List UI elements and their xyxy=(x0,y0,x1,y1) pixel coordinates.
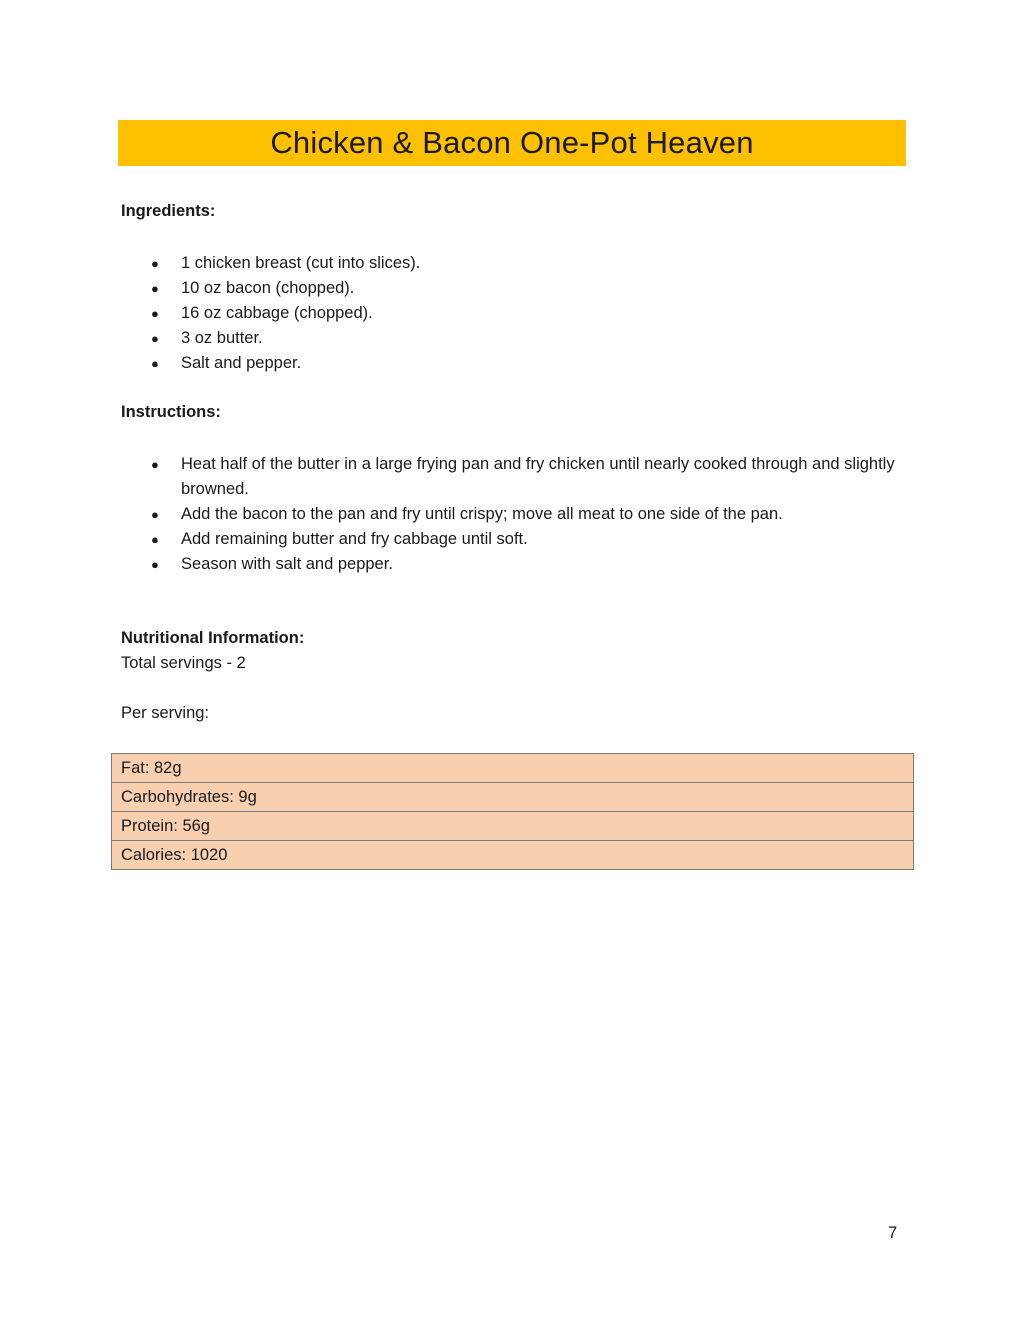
nutrition-calories: Calories: 1020 xyxy=(112,841,914,870)
table-row xyxy=(112,812,914,841)
table-row xyxy=(112,754,914,783)
recipe-title: Chicken & Bacon One-Pot Heaven xyxy=(270,125,754,160)
page-number: 7 xyxy=(888,1224,898,1242)
list-item: ● Salt and pepper. xyxy=(121,351,911,376)
bullet-icon: ● xyxy=(151,256,159,271)
bullet-icon: ● xyxy=(151,457,159,472)
list-item: ● 1 chicken breast (cut into slices). xyxy=(121,251,911,276)
per-serving-label: Per serving: xyxy=(121,704,210,722)
total-servings: Total servings - 2 xyxy=(121,654,246,672)
nutrition-table xyxy=(111,753,914,870)
nutrition-fat: Fat: 82g xyxy=(112,754,914,783)
table-row xyxy=(112,841,914,870)
list-item: ● Heat half of the butter in a large frying pan and fry chicken until nearly cooked through and slightly browned. xyxy=(121,452,911,502)
list-item: ● 16 oz cabbage (chopped). xyxy=(121,301,911,326)
bullet-icon: ● xyxy=(151,532,159,547)
bullet-icon: ● xyxy=(151,281,159,296)
instructions-heading: Instructions: xyxy=(121,403,221,421)
bullet-icon: ● xyxy=(151,306,159,321)
list-item: ● Add the bacon to the pan and fry until crispy; move all meat to one side of the pan. xyxy=(121,502,911,527)
list-item: ● 3 oz butter. xyxy=(121,326,911,351)
bullet-icon: ● xyxy=(151,557,159,572)
table-row xyxy=(112,783,914,812)
instructions-list xyxy=(121,452,911,577)
bullet-icon: ● xyxy=(151,507,159,522)
ingredients-heading: Ingredients: xyxy=(121,202,216,220)
nutrition-carbohydrates: Carbohydrates: 9g xyxy=(112,783,914,812)
list-item: ● 10 oz bacon (chopped). xyxy=(121,276,911,301)
list-item: ● Add remaining butter and fry cabbage until soft. xyxy=(121,527,911,552)
list-item: ● Season with salt and pepper. xyxy=(121,552,911,577)
recipe-title-banner xyxy=(118,120,906,166)
nutrition-heading: Nutritional Information: xyxy=(121,629,305,647)
bullet-icon: ● xyxy=(151,331,159,346)
ingredients-list xyxy=(121,251,911,376)
bullet-icon: ● xyxy=(151,356,159,371)
nutrition-protein: Protein: 56g xyxy=(112,812,914,841)
